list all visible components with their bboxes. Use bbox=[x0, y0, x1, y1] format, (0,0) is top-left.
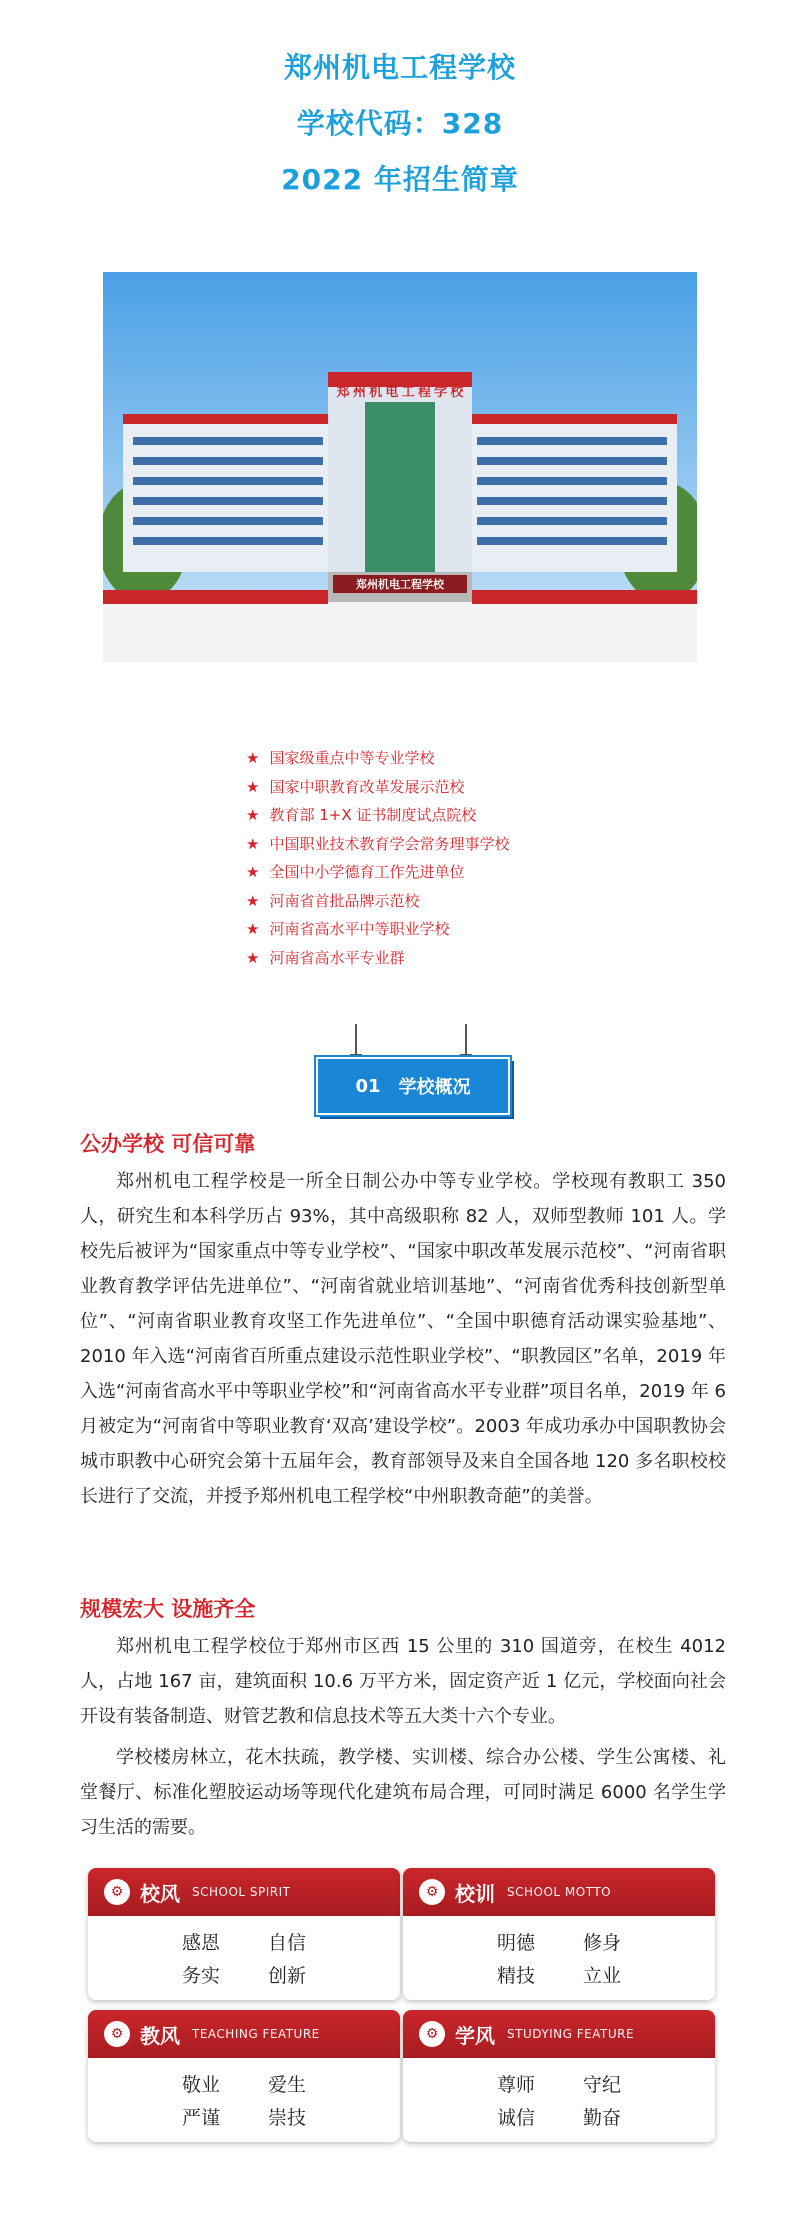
section-tab bbox=[316, 1057, 510, 1115]
star-icon: ★ bbox=[246, 806, 260, 824]
value-card-subtitle: TEACHING FEATURE bbox=[192, 2027, 320, 2041]
honor-item bbox=[246, 944, 509, 973]
value-word: 感恩 bbox=[181, 1932, 220, 1954]
value-word: 敬业 bbox=[181, 2074, 220, 2096]
honor-item bbox=[246, 915, 509, 944]
value-card-title: 校风 bbox=[140, 1881, 180, 1906]
honor-item bbox=[246, 801, 509, 830]
honors-list bbox=[246, 744, 509, 972]
value-card-words bbox=[403, 2070, 715, 2130]
value-word: 自信 bbox=[267, 1932, 306, 1954]
star-icon: ★ bbox=[246, 749, 260, 767]
value-card bbox=[88, 1868, 400, 2000]
intro-paragraph: 郑州机电工程学校是一所全日制公办中等专业学校。学校现有教职工 350 人，研究生和本科学历占 93%，其中高级职称 82 人，双师型教师 101 人。学校先后被评为“国家重点中等专业学校”、“国家中职改革发展示范校”、“河南省职业教育教学评估先进单位”、“河南省就业培训基地”、“河南省优秀科技创新型单位”、“河南省职业教育攻坚工作先进单位”、“全国中职德育活动课实验基地”、2010 年入选“河南省百所重点建设示范性职业学校”、“职教园区”名单，2019 年入选“河南省高水平中等职业学校”和“河南省高水平专业群”项目名单，2019 年 6 月被定为“河南省中等职业教育‘双高’建设学校”。2003 年成功承办中国职教协会城市职教中心研究会第十五届年会，教育部领导及来自全国各地 120 多名职校校长进行了交流，并授予郑州机电工程学校“中州职教奇葩”的美誉。 bbox=[80, 1171, 727, 1507]
star-icon: ★ bbox=[246, 948, 260, 967]
school-seal-icon: ⚙ bbox=[419, 1879, 445, 1905]
value-card-title: 校训 bbox=[455, 1881, 495, 1906]
star-icon: ★ bbox=[246, 863, 260, 881]
honor-item bbox=[246, 773, 509, 802]
value-card-subtitle: SCHOOL SPIRIT bbox=[192, 1885, 291, 1899]
school-seal-icon: ⚙ bbox=[104, 1879, 130, 1905]
school-name: 郑州机电工程学校 bbox=[283, 51, 516, 84]
star-icon: ★ bbox=[246, 920, 260, 938]
star-icon: ★ bbox=[246, 834, 260, 853]
value-word: 诚信 bbox=[496, 2107, 535, 2129]
value-word: 尊师 bbox=[496, 2074, 535, 2096]
honor-text: 全国中小学德育工作先进单位 bbox=[269, 863, 465, 881]
honor-text: 国家中职教育改革发展示范校 bbox=[269, 777, 465, 796]
honor-item bbox=[246, 744, 509, 773]
facilities-paragraph: 学校楼房林立，花木扶疏，教学楼、实训楼、综合办公楼、学生公寓楼、礼堂餐厅、标准化塑胶运动场等现代化建筑布局合理，可同时满足 6000 名学生学习生活的需要。 bbox=[80, 1747, 726, 1838]
honor-text: 教育部 1+X 证书制度试点院校 bbox=[269, 806, 477, 824]
value-card bbox=[88, 2010, 400, 2142]
value-card bbox=[403, 2010, 715, 2142]
star-icon: ★ bbox=[246, 777, 260, 796]
value-word: 创新 bbox=[267, 1965, 306, 1987]
value-card-header bbox=[88, 2010, 400, 2058]
scale-paragraph: 郑州机电工程学校位于郑州市区西 15 公里的 310 国道旁，在校生 4012 人，占地 167 亩，建筑面积 10.6 万平方米，固定资产近 1 亿元，学校面向社会开设有装备制造、财管艺教和信息技术等五大类十六个专业。 bbox=[80, 1636, 726, 1727]
honor-text: 河南省高水平专业群 bbox=[269, 948, 405, 967]
value-word: 勤奋 bbox=[582, 2107, 621, 2129]
header bbox=[0, 40, 800, 208]
gate-sign: 郑州机电工程学校 bbox=[356, 579, 444, 591]
honor-item bbox=[246, 858, 509, 887]
value-card-subtitle: STUDYING FEATURE bbox=[507, 2027, 635, 2041]
school-code: 学校代码：328 bbox=[296, 107, 504, 140]
honor-item bbox=[246, 887, 509, 916]
star-icon: ★ bbox=[246, 891, 260, 910]
value-word: 务实 bbox=[181, 1965, 220, 1987]
school-seal-icon: ⚙ bbox=[419, 2021, 445, 2047]
honor-text: 河南省高水平中等职业学校 bbox=[269, 920, 450, 938]
value-word: 守纪 bbox=[582, 2074, 621, 2096]
roof-sign: 郑 州 机 电 工 程 学 校 bbox=[336, 384, 464, 399]
hanger-pin-right bbox=[465, 1024, 467, 1058]
value-word: 明德 bbox=[496, 1932, 535, 1954]
value-card-subtitle: SCHOOL MOTTO bbox=[507, 1885, 612, 1899]
value-word: 精技 bbox=[496, 1965, 535, 1987]
value-card-header bbox=[403, 2010, 715, 2058]
heading-public-school: 公办学校 可信可靠 bbox=[80, 1132, 256, 1156]
value-word: 严谨 bbox=[181, 2107, 220, 2129]
section-title: 学校概况 bbox=[398, 1077, 471, 1098]
section-number: 01 bbox=[355, 1075, 381, 1097]
value-word: 崇技 bbox=[267, 2107, 306, 2129]
value-card bbox=[403, 1868, 715, 2000]
value-word: 立业 bbox=[582, 1965, 621, 1987]
honor-text: 国家级重点中等专业学校 bbox=[269, 749, 435, 767]
value-card-words bbox=[403, 1928, 715, 1988]
heading-scale: 规模宏大 设施齐全 bbox=[80, 1597, 256, 1621]
campus-building-illustration bbox=[103, 272, 697, 662]
honor-text: 河南省首批品牌示范校 bbox=[269, 891, 420, 910]
brochure-title: 2022 年招生简章 bbox=[281, 163, 519, 196]
value-card-words bbox=[88, 1928, 400, 1988]
value-card-title: 学风 bbox=[455, 2023, 495, 2048]
campus-photo bbox=[103, 272, 697, 662]
hanger-pin-left bbox=[355, 1024, 357, 1058]
value-card-words bbox=[88, 2070, 400, 2130]
honor-item bbox=[246, 830, 509, 859]
value-card-header bbox=[88, 1868, 400, 1916]
value-card-header bbox=[403, 1868, 715, 1916]
honor-text: 中国职业技术教育学会常务理事学校 bbox=[269, 834, 510, 853]
value-word: 爱生 bbox=[267, 2074, 306, 2096]
value-word: 修身 bbox=[582, 1932, 621, 1954]
value-card-title: 教风 bbox=[140, 2023, 180, 2048]
school-seal-icon: ⚙ bbox=[104, 2021, 130, 2047]
